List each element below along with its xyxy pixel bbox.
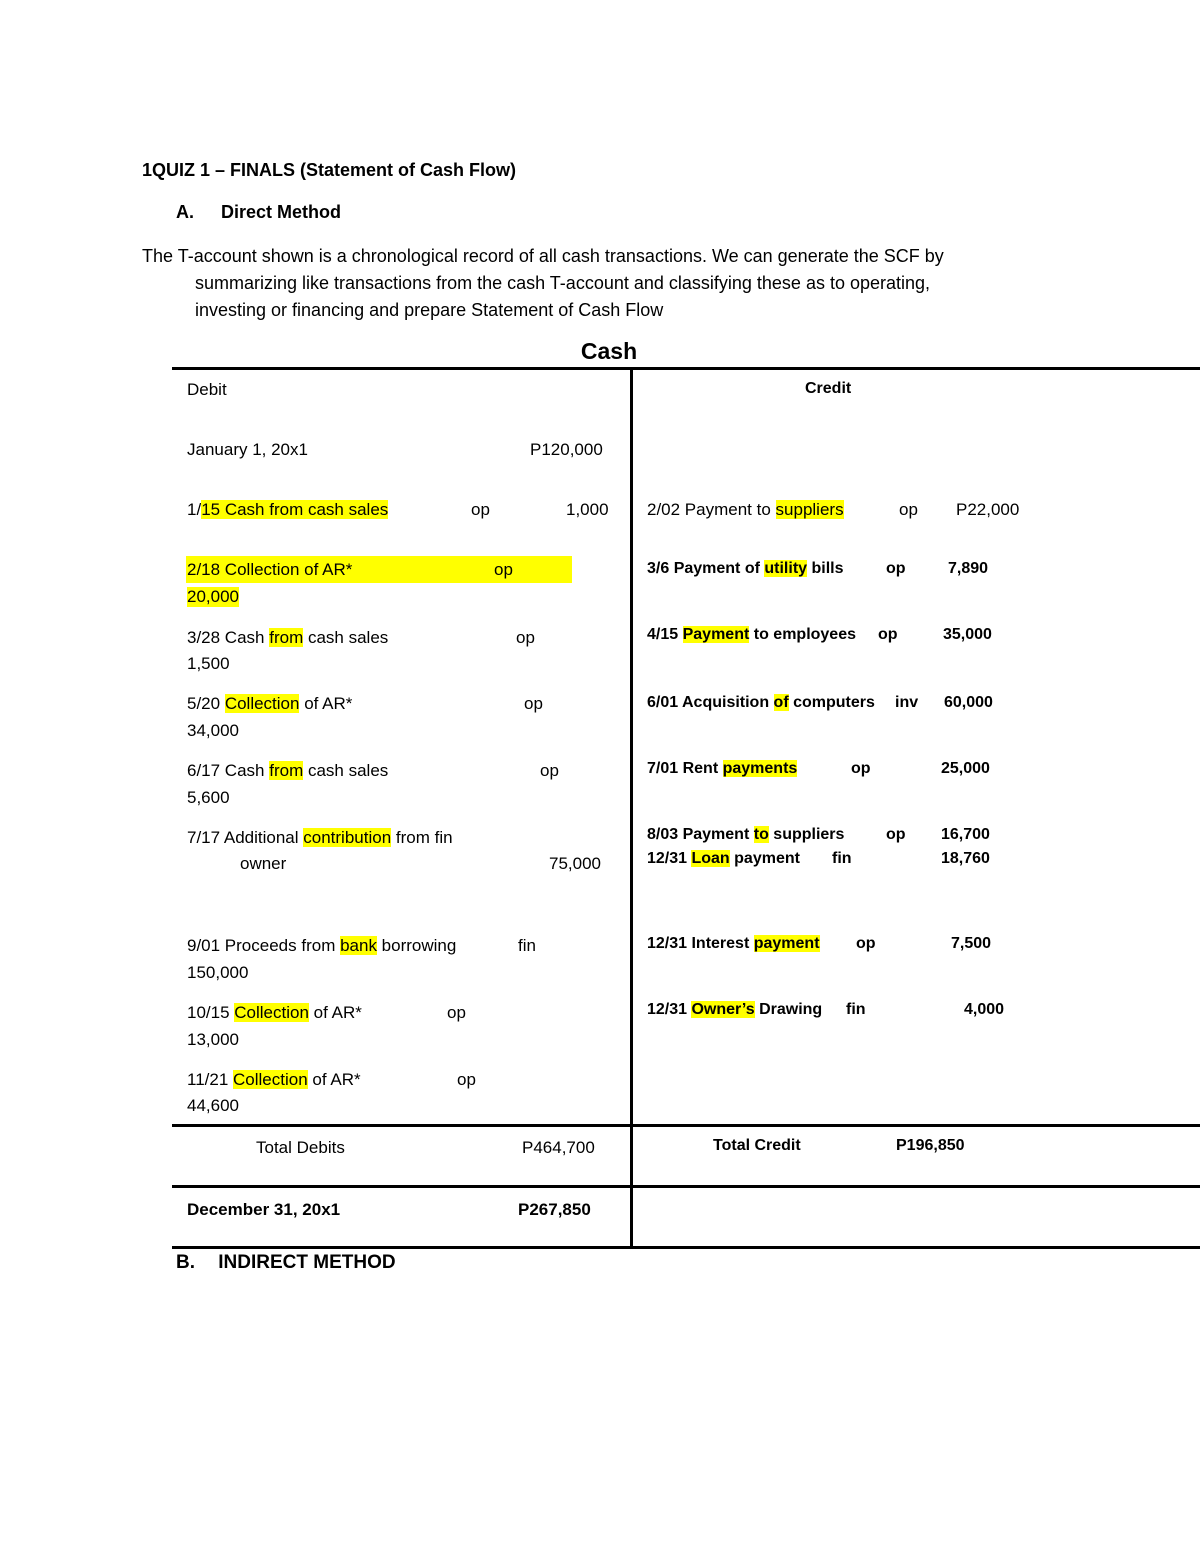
- debit-entry-amount: 1,500: [187, 654, 230, 673]
- closing-amount: P267,850: [518, 1200, 591, 1219]
- debit-entry: 11/21 Collection of AR*: [187, 1070, 361, 1089]
- section-b-heading: [176, 1252, 396, 1274]
- credit-entry-amount: P22,000: [956, 500, 1020, 519]
- credit-entry: 12/31 Owner’s Drawing: [647, 1001, 823, 1018]
- credit-entry-amount: 7,890: [948, 560, 989, 577]
- closing-top-rule: [172, 1185, 1200, 1188]
- credit-entry-amount: 35,000: [943, 626, 992, 643]
- totals-top-rule: [172, 1124, 1200, 1127]
- credit-entry: 7/01 Rent payments: [647, 760, 798, 777]
- debit-entry-amount: 5,600: [187, 788, 230, 807]
- debit-entry-amount: 34,000: [187, 721, 239, 740]
- debit-entry-type: op: [494, 560, 513, 579]
- intro-paragraph: [142, 243, 1062, 324]
- debit-entry: 2/18 Collection of AR*: [187, 560, 353, 579]
- debit-entry-amount: 75,000: [549, 854, 601, 873]
- section-b-letter: B.: [176, 1252, 195, 1273]
- credit-entry-type: op: [851, 760, 871, 777]
- debit-entry-type: fin: [518, 936, 536, 955]
- intro-line-2: summarizing like transactions from the cash T-account and classifying these as to operating,: [195, 273, 931, 293]
- debit-entry-amount: 44,600: [187, 1096, 239, 1115]
- credit-entry-type: inv: [895, 694, 919, 711]
- credit-entry: 12/31 Loan payment: [647, 850, 800, 867]
- opening-amount: P120,000: [530, 440, 603, 459]
- opening-label: January 1, 20x1: [187, 440, 308, 459]
- credit-entry: 6/01 Acquisition of computers: [647, 694, 875, 711]
- credit-entry-type: op: [856, 935, 876, 952]
- t-account-bottom-rule: [172, 1246, 1200, 1249]
- debit-entry-type: op: [524, 694, 543, 713]
- credit-entry-amount: 7,500: [951, 935, 992, 952]
- debit-entry: 3/28 Cash from cash sales: [187, 628, 389, 647]
- credit-entry: 8/03 Payment to suppliers: [647, 826, 845, 843]
- debit-entry-amount: 20,000: [187, 587, 239, 606]
- debit-entry-type: op: [447, 1003, 466, 1022]
- intro-line-1: The T-account shown is a chronological record of all cash transactions. We can generate the SCF by: [142, 246, 944, 266]
- debit-entry-type: op: [516, 628, 535, 647]
- credit-entry-type: op: [899, 500, 918, 519]
- debit-entry-amount: 150,000: [187, 963, 249, 982]
- credit-entry: 2/02 Payment to suppliers: [647, 500, 844, 519]
- t-account-top-rule: [172, 367, 1200, 370]
- t-account-divider: [630, 368, 633, 1249]
- debit-entry-line2: owner: [240, 854, 287, 873]
- credit-entry: 12/31 Interest payment: [647, 935, 820, 952]
- closing-label: December 31, 20x1: [187, 1200, 341, 1219]
- section-a-letter: A.: [176, 202, 194, 222]
- debit-entry-amount: 13,000: [187, 1030, 239, 1049]
- debit-entry: 1/15 Cash from cash sales: [187, 500, 389, 519]
- debit-header: Debit: [187, 380, 227, 399]
- credit-entry: 4/15 Payment to employees: [647, 626, 856, 643]
- total-debits-amount: P464,700: [522, 1138, 595, 1157]
- total-credit-label: Total Credit: [713, 1137, 801, 1154]
- debit-entry: 9/01 Proceeds from bank borrowing: [187, 936, 457, 955]
- debit-entry: 5/20 Collection of AR*: [187, 694, 353, 713]
- debit-entry: 7/17 Additional contribution from fin: [187, 828, 453, 847]
- debit-entry-type: op: [457, 1070, 476, 1089]
- account-title: Cash: [580, 338, 638, 364]
- credit-entry-type: fin: [832, 850, 852, 867]
- total-credit-amount: P196,850: [896, 1137, 965, 1154]
- credit-entry-type: op: [886, 826, 906, 843]
- credit-entry-type: op: [878, 626, 898, 643]
- debit-entry-amount: 1,000: [566, 500, 609, 519]
- credit-entry-amount: 16,700: [941, 826, 990, 843]
- intro-line-3: investing or financing and prepare Statement of Cash Flow: [195, 300, 664, 320]
- total-debits-label: Total Debits: [256, 1138, 345, 1157]
- credit-header: Credit: [805, 380, 852, 397]
- credit-entry-amount: 60,000: [944, 694, 993, 711]
- debit-entry: 10/15 Collection of AR*: [187, 1003, 362, 1022]
- credit-entry-amount: 25,000: [941, 760, 990, 777]
- debit-entry-type: op: [540, 761, 559, 780]
- section-b-label: INDIRECT METHOD: [218, 1252, 396, 1273]
- quiz-title: 1QUIZ 1 – FINALS (Statement of Cash Flow): [142, 160, 517, 180]
- credit-entry-amount: 4,000: [964, 1001, 1005, 1018]
- debit-entry-type: op: [471, 500, 490, 519]
- credit-entry: 3/6 Payment of utility bills: [647, 560, 844, 577]
- credit-entry-type: op: [886, 560, 906, 577]
- debit-entry: 6/17 Cash from cash sales: [187, 761, 389, 780]
- section-a-label: Direct Method: [221, 202, 342, 222]
- credit-entry-type: fin: [846, 1001, 866, 1018]
- credit-entry-amount: 18,760: [941, 850, 990, 867]
